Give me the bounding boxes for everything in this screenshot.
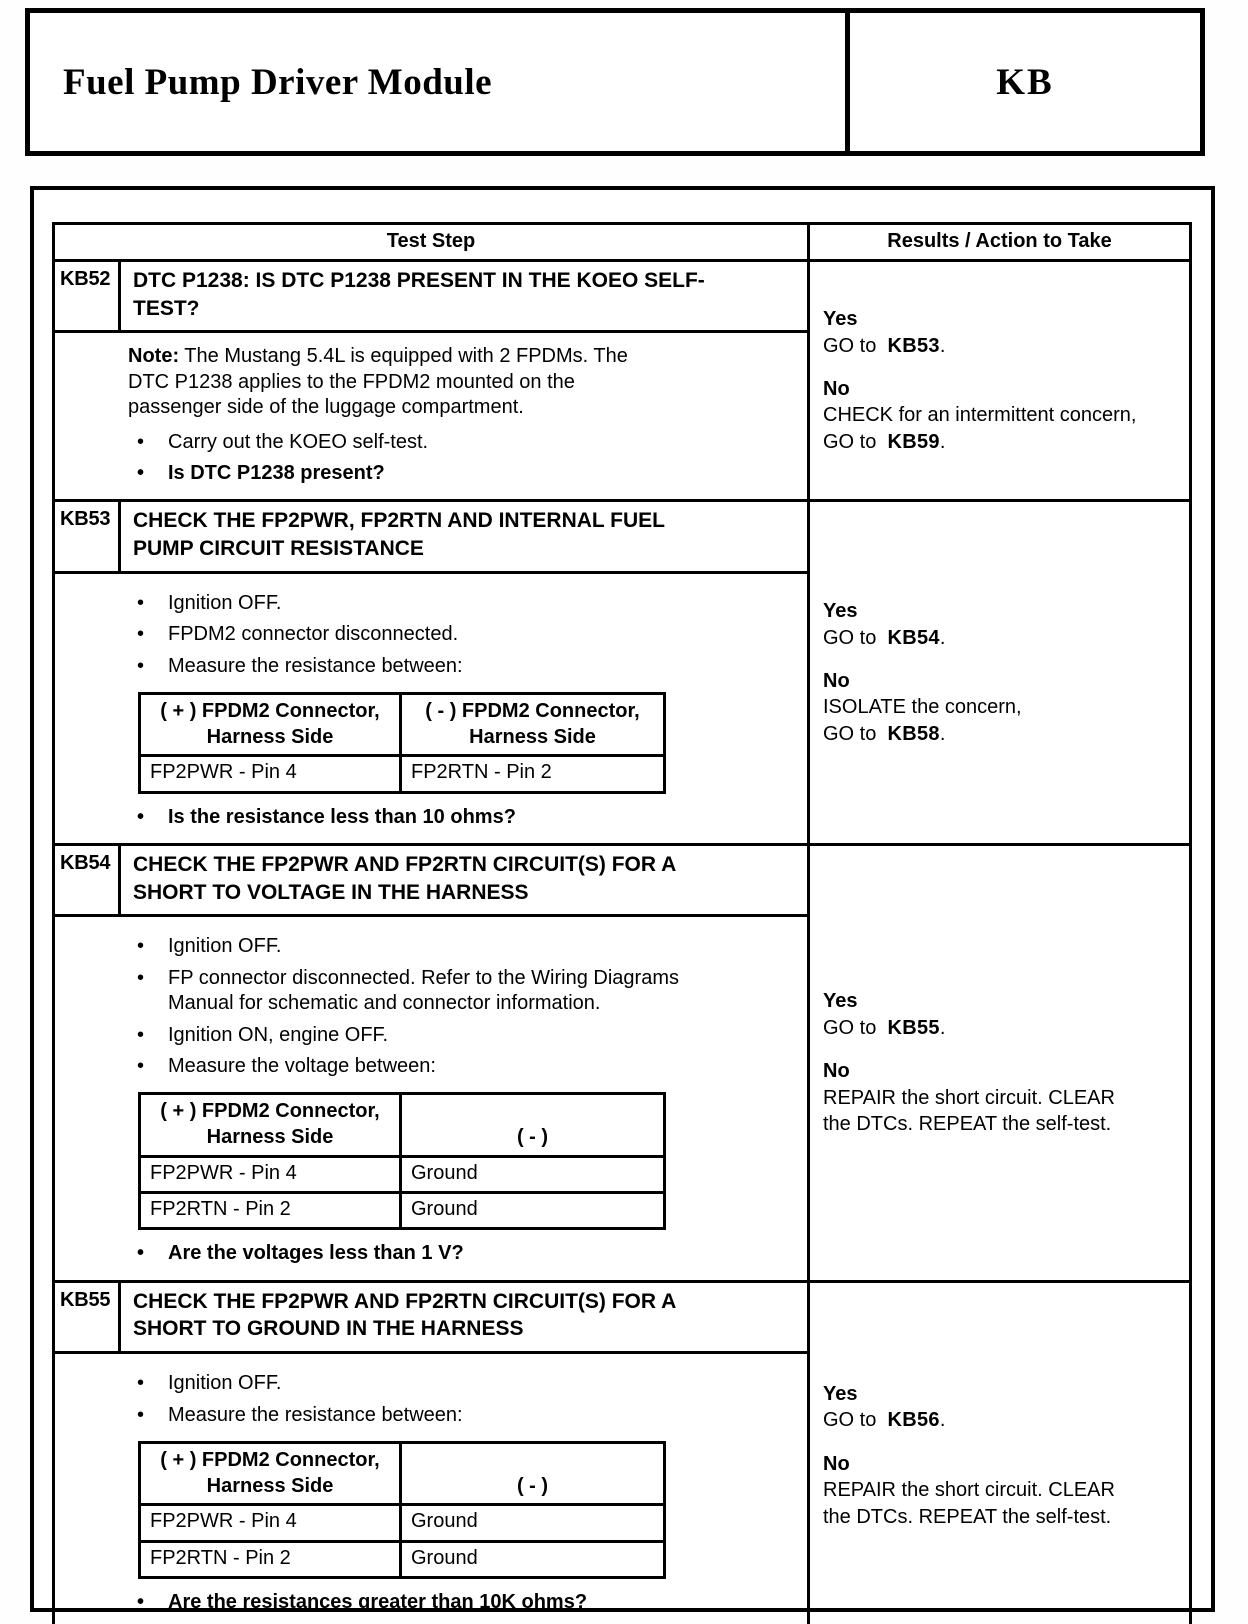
results-cell xyxy=(807,262,1189,499)
bullet-text: Ignition OFF. xyxy=(168,1372,282,1395)
result-block xyxy=(823,376,1181,455)
pin-table-header-row xyxy=(141,1444,663,1503)
bullet-item xyxy=(128,966,787,1017)
bullet-icon: • xyxy=(137,1242,145,1265)
step-reference: KB56 xyxy=(887,1409,940,1432)
bullet-icon: • xyxy=(137,805,145,828)
pin-table-cell: FP2PWR - Pin 4 xyxy=(141,1506,402,1539)
bullet-item xyxy=(128,622,787,647)
result-block xyxy=(823,988,1181,1041)
pin-table-cell: Ground xyxy=(411,1546,478,1569)
step-title: CHECK THE FP2PWR AND FP2RTN CIRCUIT(S) FOR A SHORT TO GROUND IN THE HARNESS xyxy=(133,1289,676,1341)
bullet-icon: • xyxy=(137,935,145,958)
pinpoint-test-frame xyxy=(30,186,1215,1612)
pin-table-cell: Ground xyxy=(411,1197,478,1220)
step-body xyxy=(55,333,807,499)
pin-table-cell: FP2PWR - Pin 4 xyxy=(141,757,402,790)
bullet-icon: • xyxy=(137,1403,145,1426)
pin-table-row xyxy=(141,1155,663,1191)
result-block xyxy=(823,1058,1181,1137)
bullet-icon: • xyxy=(137,1023,145,1046)
step-reference: KB58 xyxy=(887,722,940,745)
result-text: GO to xyxy=(823,1016,888,1039)
pin-table-row xyxy=(141,754,663,790)
pin-table-header-row xyxy=(141,1095,663,1154)
bullet-text: Ignition OFF. xyxy=(168,935,282,958)
step-title-row xyxy=(55,262,807,333)
bullet-text: Carry out the KOEO self-test. xyxy=(168,430,429,453)
results-cell xyxy=(807,846,1189,1280)
step-id: KB54 xyxy=(55,846,121,914)
bullet-text: Ignition ON, engine OFF. xyxy=(168,1023,389,1046)
bullet-text: Ignition OFF. xyxy=(168,591,282,614)
bullet-icon: • xyxy=(137,1590,145,1613)
pin-table-row xyxy=(141,1503,663,1539)
step-title-row xyxy=(55,502,807,573)
test-step-cell xyxy=(55,502,807,843)
column-header-results: Results / Action to Take xyxy=(807,225,1189,259)
bullet-item xyxy=(128,654,787,679)
pin-table-row xyxy=(141,1191,663,1227)
result-answer: Yes xyxy=(823,308,858,331)
pin-table xyxy=(138,1092,666,1230)
result-text: REPAIR the short circuit. CLEAR the DTCs. REPEAT the self-test. xyxy=(823,1479,1121,1528)
pin-table-cell: FP2RTN - Pin 2 xyxy=(141,1543,402,1576)
pin-table xyxy=(138,1441,666,1579)
step-title: CHECK THE FP2PWR AND FP2RTN CIRCUIT(S) FOR A SHORT TO VOLTAGE IN THE HARNESS xyxy=(133,852,676,904)
results-cell xyxy=(807,1283,1189,1624)
result-text: . xyxy=(939,1409,946,1432)
step-body xyxy=(55,574,807,843)
pin-table-cell: FP2RTN - Pin 2 xyxy=(141,1194,402,1227)
bullet-text: Measure the resistance between: xyxy=(168,654,463,677)
bullet-item xyxy=(128,805,787,830)
bullet-icon: • xyxy=(137,430,145,453)
pin-table-cell: Ground xyxy=(411,1161,478,1184)
step-reference: KB54 xyxy=(887,626,940,649)
result-answer: Yes xyxy=(823,1383,858,1406)
result-text: CHECK for an intermittent concern, xyxy=(823,404,1137,427)
result-block xyxy=(823,1381,1181,1434)
bullet-item xyxy=(128,1371,787,1396)
result-action-line xyxy=(823,1407,1148,1433)
step-id: KB53 xyxy=(55,502,121,570)
result-answer: Yes xyxy=(823,600,858,623)
result-block xyxy=(823,306,1181,359)
test-step-row xyxy=(55,499,1189,843)
results-cell xyxy=(807,502,1189,843)
test-step-cell xyxy=(55,262,807,499)
result-answer: No xyxy=(823,669,850,692)
step-body xyxy=(55,917,807,1279)
step-id: KB55 xyxy=(55,1283,121,1351)
note-label: Note: xyxy=(128,345,180,368)
result-block xyxy=(823,1451,1181,1530)
pin-table-header-cell: ( - ) xyxy=(516,1474,549,1497)
page-title: Fuel Pump Driver Module xyxy=(63,61,493,103)
bullet-item xyxy=(128,1590,787,1615)
bullet-item xyxy=(128,1023,787,1048)
result-action-line xyxy=(823,1477,1148,1530)
step-title-row xyxy=(55,846,807,917)
result-text: . xyxy=(939,430,946,453)
bullet-icon: • xyxy=(137,591,145,614)
test-step-cell xyxy=(55,846,807,1280)
pin-table-header-cell: ( + ) FPDM2 Connector, Harness Side xyxy=(141,1444,402,1503)
result-text: GO to xyxy=(823,722,888,745)
test-step-cell xyxy=(55,1283,807,1624)
result-block xyxy=(823,598,1181,651)
bullet-item xyxy=(128,1403,787,1428)
step-title: DTC P1238: IS DTC P1238 PRESENT IN THE KOEO SELF-TEST? xyxy=(133,269,705,320)
pin-table-header-cell: ( - ) xyxy=(516,1125,549,1148)
column-header-test-step: Test Step xyxy=(386,230,476,252)
result-text: . xyxy=(939,626,946,649)
result-action-line xyxy=(823,721,1148,747)
step-reference: KB59 xyxy=(887,430,940,453)
bullet-text: Are the resistances greater than 10K ohms? xyxy=(168,1590,588,1613)
result-text: GO to xyxy=(823,626,888,649)
result-action-line xyxy=(823,429,1148,455)
result-text: . xyxy=(939,722,946,745)
bullet-text: Is the resistance less than 10 ohms? xyxy=(168,805,516,828)
result-text: ISOLATE the concern, xyxy=(823,696,1022,719)
bullet-icon: • xyxy=(137,623,145,646)
result-answer: No xyxy=(823,1060,850,1083)
table-header-row xyxy=(55,225,1189,259)
pin-table-cell: FP2RTN - Pin 2 xyxy=(411,761,552,784)
bullet-text: FP connector disconnected. Refer to the Wiring Diagrams Manual for schematic and connector information. xyxy=(168,966,679,1015)
pin-table-header-row xyxy=(141,695,663,754)
result-answer: No xyxy=(823,378,850,400)
bullet-text: Is DTC P1238 present? xyxy=(168,462,385,484)
pin-table-header-cell: ( + ) FPDM2 Connector, Harness Side xyxy=(141,695,402,754)
bullet-text: FPDM2 connector disconnected. xyxy=(168,623,459,646)
document-header xyxy=(25,8,1205,156)
pin-table-header-cell: ( - ) FPDM2 Connector, Harness Side xyxy=(425,700,640,748)
step-note: Note: The Mustang 5.4L is equipped with 2 FPDMs. The DTC P1238 applies to the FPDM2 mounted on the passenger side of the luggage compartment. xyxy=(128,345,628,419)
result-action-line xyxy=(823,1015,1148,1041)
step-reference: KB55 xyxy=(887,1016,940,1039)
result-action-line xyxy=(823,625,1148,651)
bullet-text: Are the voltages less than 1 V? xyxy=(168,1242,464,1265)
bullet-text: Measure the voltage between: xyxy=(168,1054,436,1077)
pin-table xyxy=(138,692,666,794)
result-action-line xyxy=(823,694,1148,720)
result-text: GO to xyxy=(823,430,888,453)
section-code: KB xyxy=(996,61,1054,103)
test-step-row xyxy=(55,843,1189,1280)
bullet-icon: • xyxy=(137,1054,145,1077)
pin-table-cell: Ground xyxy=(411,1510,478,1533)
bullet-item xyxy=(128,1054,787,1079)
bullet-icon: • xyxy=(137,966,145,989)
bullet-item xyxy=(128,591,787,616)
result-text: GO to xyxy=(823,1409,888,1432)
result-text: . xyxy=(939,1016,946,1039)
result-action-line xyxy=(823,1085,1148,1138)
pinpoint-test-table xyxy=(52,222,1192,1624)
result-action-line xyxy=(823,333,1148,359)
result-text: REPAIR the short circuit. CLEAR the DTCs. REPEAT the self-test. xyxy=(823,1086,1121,1135)
step-id: KB52 xyxy=(55,262,121,330)
pin-table-header-cell: ( + ) FPDM2 Connector, Harness Side xyxy=(141,1095,402,1154)
result-block xyxy=(823,668,1181,747)
result-text: GO to xyxy=(823,334,888,357)
test-step-row xyxy=(55,1280,1189,1624)
result-answer: No xyxy=(823,1452,850,1475)
bullet-icon: • xyxy=(137,654,145,677)
test-step-row xyxy=(55,259,1189,499)
bullet-text: Measure the resistance between: xyxy=(168,1403,463,1426)
bullet-item xyxy=(128,461,787,486)
result-answer: Yes xyxy=(823,990,858,1013)
result-text: . xyxy=(939,334,946,357)
bullet-item xyxy=(128,934,787,959)
bullet-item xyxy=(128,430,787,455)
document-header-code-cell xyxy=(845,13,1200,151)
bullet-icon: • xyxy=(137,1372,145,1395)
bullet-item xyxy=(128,1241,787,1266)
step-title: CHECK THE FP2PWR, FP2RTN AND INTERNAL FUEL PUMP CIRCUIT RESISTANCE xyxy=(133,509,665,561)
step-reference: KB53 xyxy=(887,334,940,357)
result-action-line xyxy=(823,402,1148,428)
step-title-row xyxy=(55,1283,807,1354)
step-body xyxy=(55,1354,807,1624)
steps-container xyxy=(55,259,1189,1624)
pin-table-row xyxy=(141,1540,663,1576)
document-header-title-cell xyxy=(30,13,845,151)
bullet-icon: • xyxy=(137,462,145,484)
pin-table-cell: FP2PWR - Pin 4 xyxy=(141,1158,402,1191)
